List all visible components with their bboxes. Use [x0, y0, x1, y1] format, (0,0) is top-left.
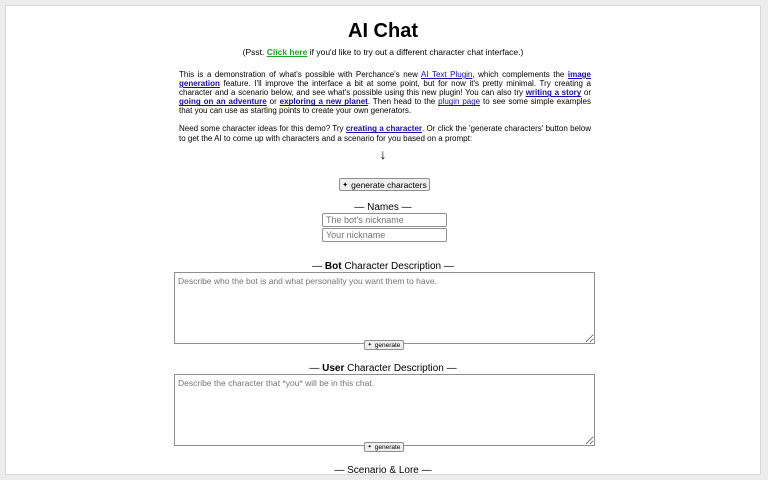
intro-link-exploring-a-new-planet[interactable]: exploring a new planet	[279, 97, 368, 107]
intro-text	[179, 70, 591, 152]
user-label-suffix: Character Description —	[344, 363, 457, 374]
bot-description-label	[6, 261, 760, 272]
intro-text-run: feature. I'll improve the interface a bit at some point, but for now it's pretty minimal. Try creating a character and a scenario below, and see what's possible using this new plugin! You can also try	[179, 79, 591, 98]
bot-generate-label: generate	[374, 341, 401, 349]
sparkle-icon: ✦	[367, 444, 372, 450]
intro-text-run: Need some character ideas for this demo? Try	[179, 124, 346, 134]
bot-label-suffix: Character Description —	[341, 261, 454, 272]
psst-after: if you'd like to try out a different character chat interface.)	[307, 47, 524, 57]
user-label-bold: User	[322, 363, 345, 374]
user-description-textarea[interactable]	[174, 374, 595, 446]
user-description-label	[6, 363, 760, 374]
intro-text-run: . Or click the 'generate characters' button below to get the AI to come up with characters and a scenario for you based on a prompt:	[179, 124, 592, 143]
generate-characters-button[interactable]	[339, 178, 430, 191]
intro-paragraph-1	[179, 70, 591, 115]
generate-characters-label: generate characters	[351, 179, 427, 190]
bot-label-prefix: —	[312, 261, 325, 272]
intro-link-creating-a-character[interactable]: creating a character	[345, 124, 423, 134]
intro-link-ai-text-plugin[interactable]: AI Text Plugin	[421, 70, 473, 79]
bot-generate-button[interactable]	[364, 340, 404, 350]
intro-text-run: , which complements the	[472, 70, 568, 79]
user-generate-label: generate	[374, 443, 401, 451]
intro-link-going-on-an-adventure[interactable]: going on an adventure	[179, 97, 267, 107]
intro-text-run: to see some simple examples that you can use as starting points to create your own generators.	[179, 97, 592, 116]
intro-text-run: or	[581, 88, 591, 98]
intro-link-writing-a-story[interactable]: writing a story	[525, 88, 582, 98]
names-label: — Names —	[354, 202, 412, 213]
intro-text-run: or	[266, 97, 280, 107]
page-title: AI Chat	[348, 20, 418, 42]
bot-nickname-input[interactable]	[322, 213, 447, 227]
user-nickname-input[interactable]	[322, 228, 447, 242]
psst-before: (Psst.	[242, 47, 267, 57]
intro-text-run: This is a demonstration of what's possible with Perchance's new	[179, 70, 421, 79]
psst-notice	[6, 47, 760, 57]
user-generate-button[interactable]	[364, 442, 404, 452]
user-label-prefix: —	[309, 363, 323, 374]
intro-link-plugin-page[interactable]: plugin page	[438, 97, 481, 107]
bot-description-textarea[interactable]	[174, 272, 595, 344]
intro-paragraph-2	[179, 124, 591, 142]
down-arrow-icon: ↓	[379, 146, 387, 162]
scenario-label: — Scenario & Lore —	[334, 465, 432, 475]
intro-link-image-generation[interactable]: image generation	[179, 70, 591, 89]
intro-text-run: . Then head to the	[367, 97, 439, 107]
sparkle-icon: ✦	[367, 342, 372, 348]
sparkle-icon: ✦	[342, 181, 349, 189]
bot-label-bold: Bot	[324, 261, 342, 272]
click-here-link[interactable]: Click here	[266, 47, 308, 57]
page-container	[5, 5, 761, 475]
